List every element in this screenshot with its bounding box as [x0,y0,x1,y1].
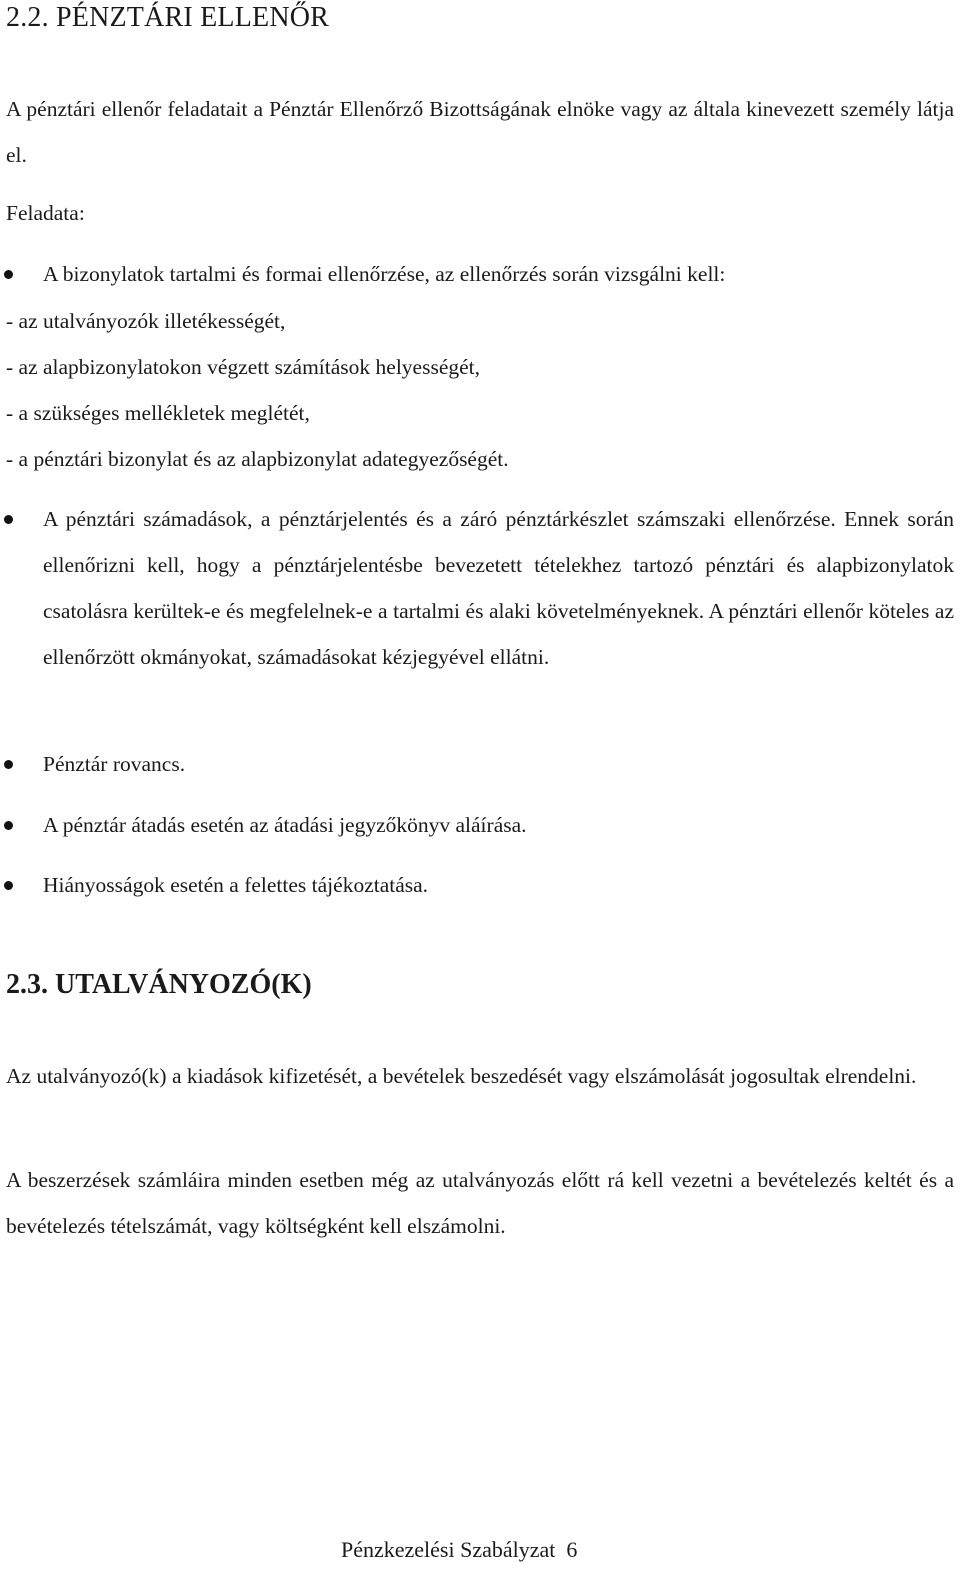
section-title-2-3: 2.3. UTALVÁNYOZÓ(K) [6,969,312,1000]
sub-item-3: - a szükséges mellékletek meglétét, [6,401,310,425]
bullet-icon [4,270,13,279]
bullet-icon [4,821,13,830]
bullet-item-2: A pénztári számadások, a pénztárjelentés és a záró pénztárkészlet számszaki ellenőrzése. Ennek során ellenőrizni kell, hogy a pénztárjelentésbe bevezetett tételekhez tartozó pénztári és alapbizonylatok csatolásra kerültek-e és megfelelnek-e a tartalmi és alaki követelményeknek. A pénztári ellenőr köteles az ellenőrzött okmányokat, számadásokat kézjegyével ellátni. [43,507,954,669]
sub-item-2: - az alapbizonylatokon végzett számítások helyességét, [6,355,481,379]
section-title-2-2: 2.2. PÉNZTÁRI ELLENŐR [6,2,330,33]
bullet-icon [4,515,13,524]
intro-paragraph: A pénztári ellenőr feladatait a Pénztár Ellenőrző Bizottságának elnöke vagy az általa kinevezett személy látja el. [6,97,954,167]
bullet-item-1: A bizonylatok tartalmi és formai ellenőrzése, az ellenőrzés során vizsgálni kell: [43,262,726,286]
sub-item-4: - a pénztári bizonylat és az alapbizonylat adategyezőségét. [6,447,509,471]
bullet-item-5: Hiányosságok esetén a felettes tájékoztatása. [43,873,429,897]
bullet-item-3: Pénztár rovancs. [43,752,186,776]
utalvanyozo-paragraph-2: A beszerzések számláira minden esetben még az utalványozás előtt rá kell vezetni a bevételezés keltét és a bevételezés tételszámát, vagy költségként kell elszámolni. [6,1168,954,1238]
page-footer: Pénzkezelési Szabályzat 6 [341,1537,578,1562]
feladata-label: Feladata: [6,201,85,225]
bullet-item-4: A pénztár átadás esetén az átadási jegyzőkönyv aláírása. [43,813,527,837]
sub-item-1: - az utalványozók illetékességét, [6,309,286,333]
bullet-icon [4,760,13,769]
bullet-icon [4,881,13,890]
utalvanyozo-paragraph-1: Az utalványozó(k) a kiadások kifizetését, a bevételek beszedését vagy elszámolását jogosultak elrendelni. [6,1064,917,1088]
